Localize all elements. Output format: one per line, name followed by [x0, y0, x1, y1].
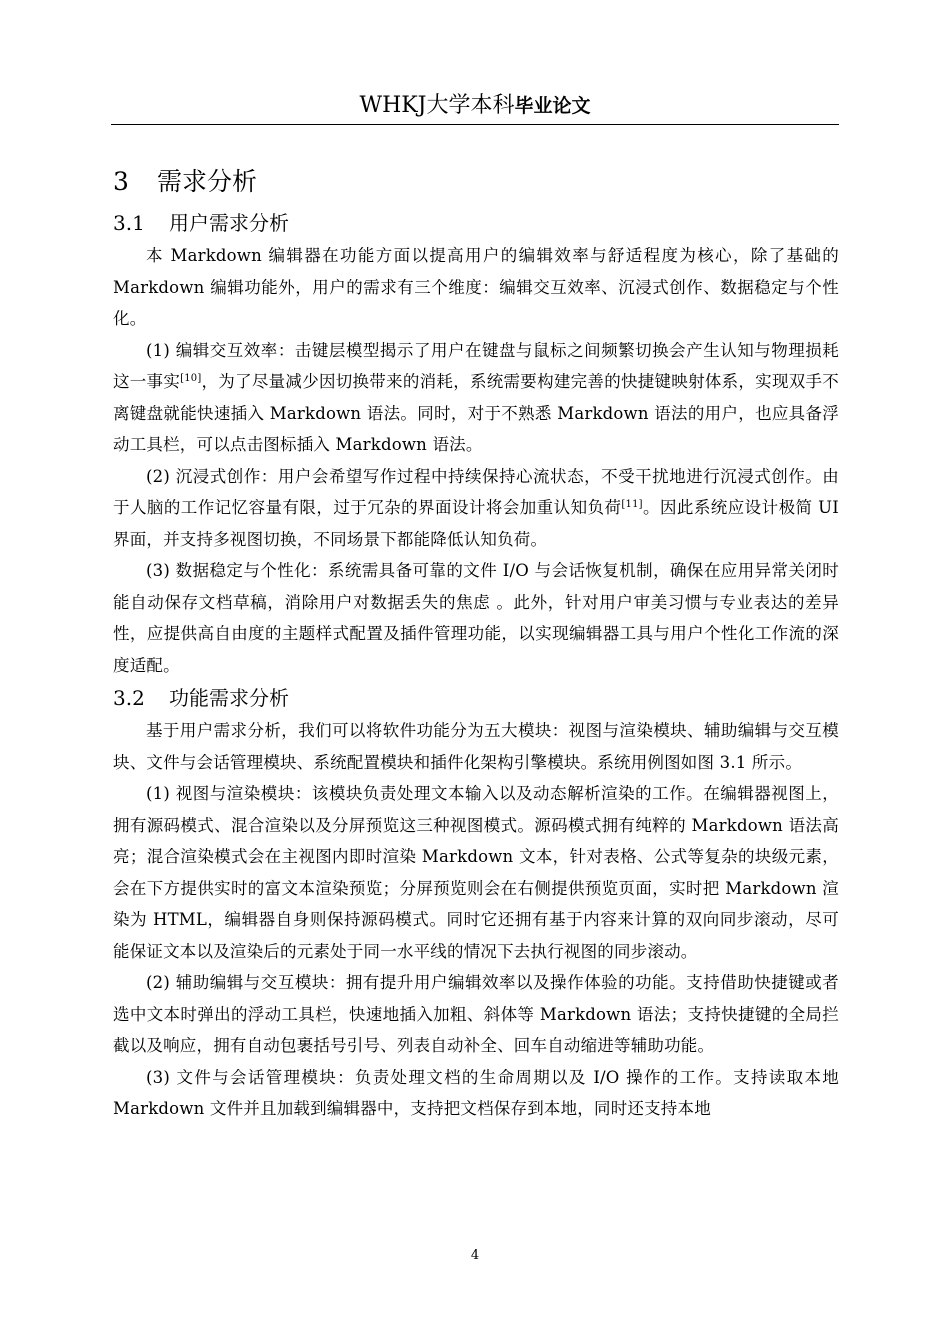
paragraph-edit-assist-module: (2) 辅助编辑与交互模块：拥有提升用户编辑效率以及操作体验的功能。支持借助快捷键或者选中文本时弹出的浮动工具栏，快速地插入加粗、斜体等 Markdown 语法；支持快捷键的全局拦截以及响应，拥有自动包裹括号引号、列表自动补全、回车自动缩进等辅助功能。 [113, 973, 839, 1055]
paragraph-file-session-module: (3) 文件与会话管理模块：负责处理文档的生命周期以及 I/O 操作的工作。支持读取本地 Markdown 文件并且加载到编辑器中，支持把文档保存到本地，同时还支持本地 [113, 1067, 839, 1118]
paragraph-text: ，为了尽量减少因切换带来的消耗，系统需要构建完善的快捷键映射体系，实现双手不离键盘就能快速插入 Markdown 语法。同时，对于不熟悉 Markdown 语法的用户，也应具备浮动工具栏，可以点击图标插入 Markdown 语法。 [113, 372, 839, 454]
paragraph-interaction-efficiency [113, 335, 839, 461]
paragraph-immersive-writing [113, 461, 839, 556]
subsection-title: 用户需求分析 [169, 211, 289, 235]
citation: [11] [621, 499, 643, 510]
paragraph-modules-overview: 基于用户需求分析，我们可以将软件功能分为五大模块：视图与渲染模块、辅助编辑与交互模块、文件与会话管理模块、系统配置模块和插件化架构引擎模块。系统用例图如图 3.1 所示。 [113, 721, 839, 772]
subsection-number: 3.2 [113, 686, 145, 710]
section-number: 3 [113, 167, 129, 196]
page-number: 4 [470, 1248, 480, 1263]
header-thesis-label: 毕业论文 [514, 95, 591, 117]
running-header [111, 92, 839, 120]
page-body [113, 164, 839, 1125]
paragraph-text: (2) 沉浸式创作：用户会希望写作过程中持续保持心流状态，不受干扰地进行沉浸式创作。由于人脑的工作记忆容量有限，过于冗杂的界面设计将会加重认知负荷 [113, 466, 839, 517]
paragraph-data-stability: (3) 数据稳定与个性化：系统需具备可靠的文件 I/O 与会话恢复机制，确保在应用异常关闭时能自动保存文档草稿，消除用户对数据丢失的焦虑 。此外，针对用户审美习惯与专业表达的差异性，应提供高自由度的主题样式配置及插件管理功能，以实现编辑器工具与用户个性化工作流的深度适配。 [113, 561, 839, 675]
section-title: 需求分析 [157, 167, 258, 196]
subsection-heading-3-1 [113, 206, 839, 240]
subsection-title: 功能需求分析 [169, 686, 289, 710]
paragraph-text: (1) 编辑交互效率：击键层模型揭示了用户在键盘与鼠标之间频繁切换会产生认知与物理损耗这一事实 [113, 340, 839, 391]
paragraph-text: 。因此系统应设计极简 UI 界面，并支持多视图切换，不同场景下都能降低认知负荷。 [113, 498, 839, 549]
subsection-heading-3-2 [113, 681, 839, 715]
header-university: WHKJ大学本科 [359, 93, 515, 118]
paragraph-view-render-module: (1) 视图与渲染模块：该模块负责处理文本输入以及动态解析渲染的工作。在编辑器视图上，拥有源码模式、混合渲染以及分屏预览这三种视图模式。源码模式拥有纯粹的 Markdown 语法高亮；混合渲染模式会在主视图内即时渲染 Markdown 文本，针对表格、公式等复杂的块级元素，会在下方提供实时的富文本渲染预览；分屏预览则会在右侧提供预览页面，实时把 Markdown 渲染为 HTML，编辑器自身则保持源码模式。同时它还拥有基于内容来计算的双向同步滚动，尽可能保证文本以及渲染后的元素处于同一水平线的情况下去执行视图的同步滚动。 [113, 784, 839, 961]
citation: [10] [180, 373, 202, 384]
paragraph-intro: 本 Markdown 编辑器在功能方面以提高用户的编辑效率与舒适程度为核心，除了基础的 Markdown 编辑功能外，用户的需求有三个维度：编辑交互效率、沉浸式创作、数据稳定与个性化。 [113, 246, 839, 328]
subsection-number: 3.1 [113, 211, 145, 235]
section-heading [113, 164, 839, 200]
header-rule [111, 124, 839, 125]
